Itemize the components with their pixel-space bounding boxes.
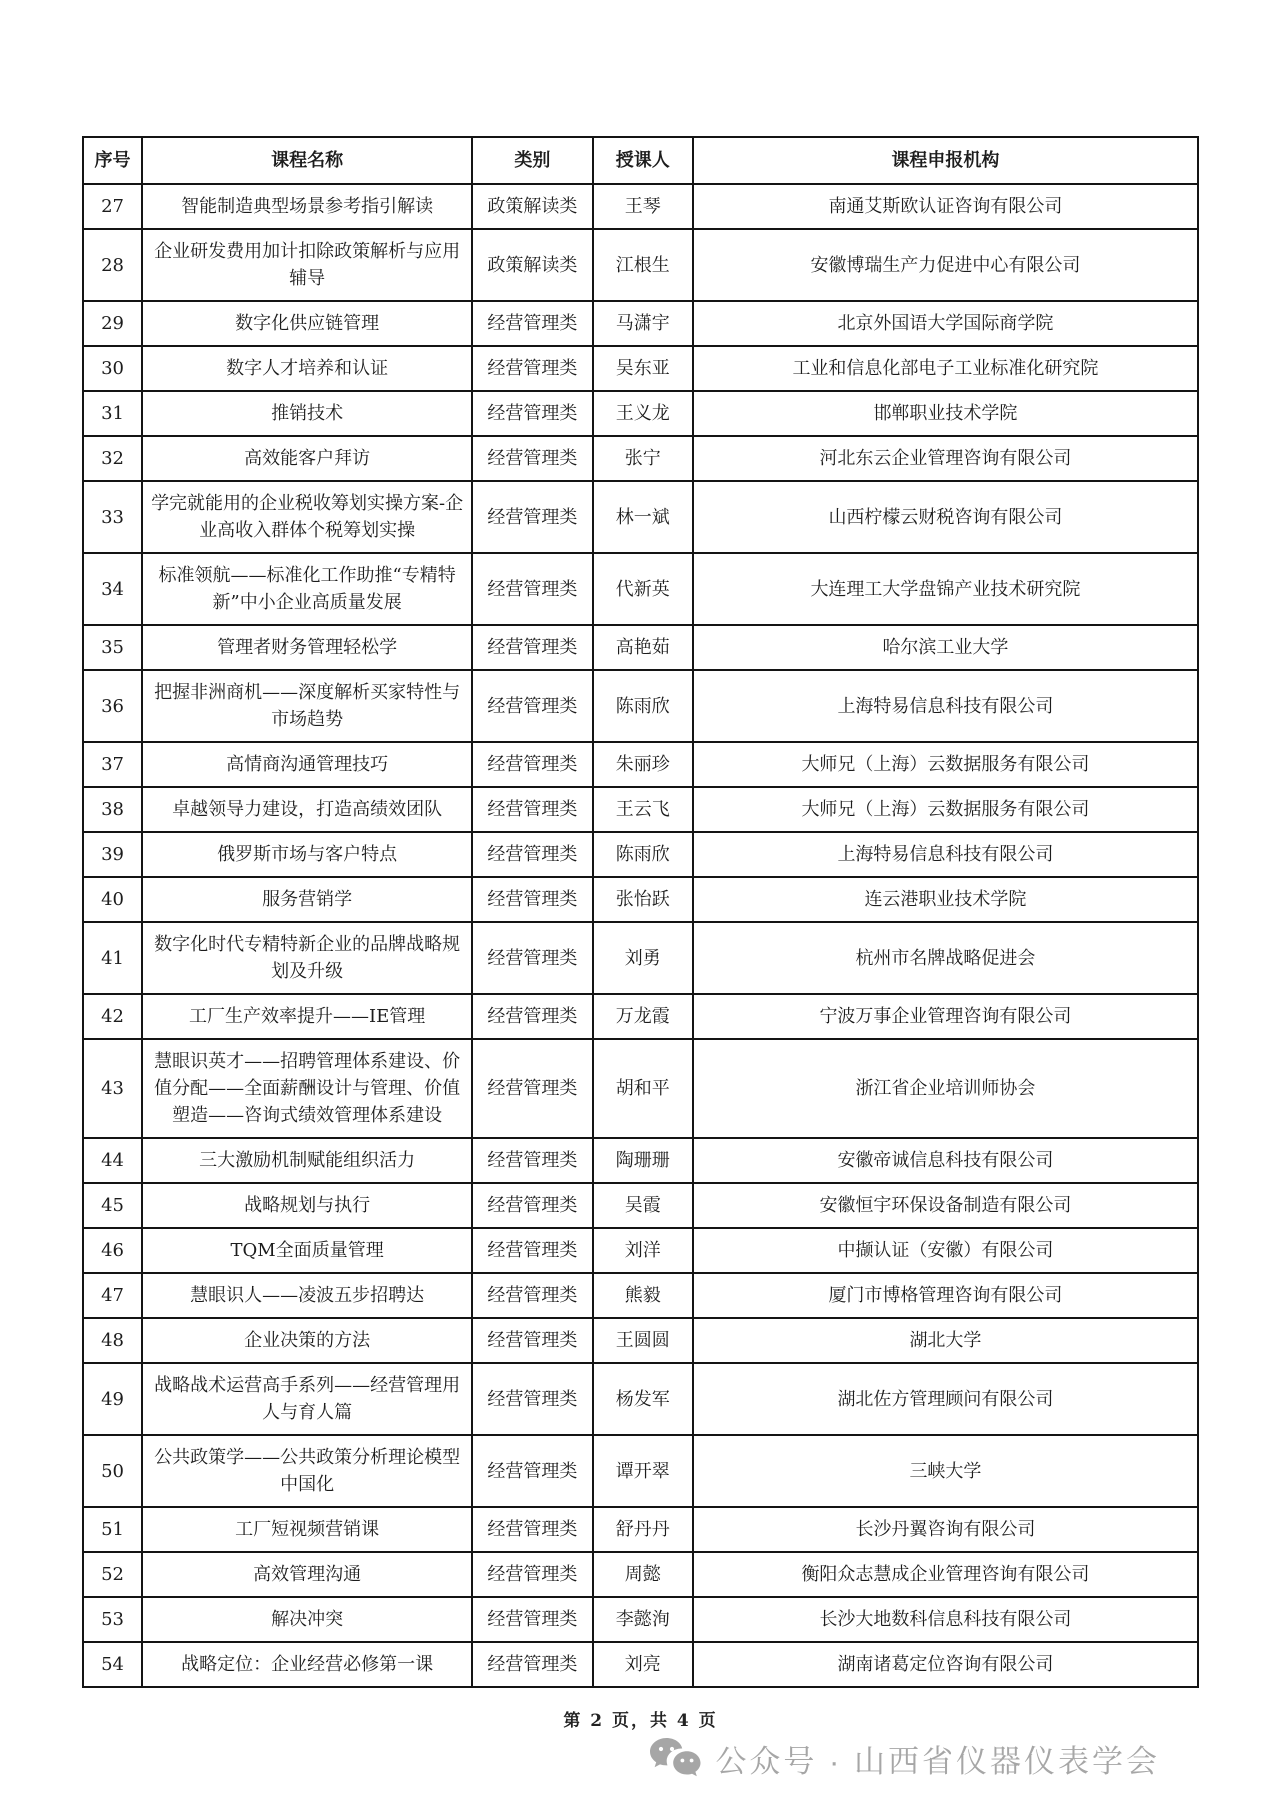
cell-org: 大师兄（上海）云数据服务有限公司 (693, 742, 1198, 787)
cell-org: 大连理工大学盘锦产业技术研究院 (693, 553, 1198, 625)
cell-course: 企业决策的方法 (142, 1318, 472, 1363)
cell-course: 数字化供应链管理 (142, 301, 472, 346)
cell-org: 衡阳众志慧成企业管理咨询有限公司 (693, 1552, 1198, 1597)
cell-no: 29 (83, 301, 142, 346)
table-row (83, 346, 1198, 391)
cell-instructor: 林一斌 (593, 481, 693, 553)
cell-no: 44 (83, 1138, 142, 1183)
cell-category: 经营管理类 (472, 1183, 592, 1228)
cell-instructor: 高艳茹 (593, 625, 693, 670)
cell-category: 经营管理类 (472, 1138, 592, 1183)
cell-course: 企业研发费用加计扣除政策解析与应用辅导 (142, 229, 472, 301)
cell-category: 经营管理类 (472, 1507, 592, 1552)
cell-instructor: 刘勇 (593, 922, 693, 994)
cell-instructor: 万龙霞 (593, 994, 693, 1039)
cell-no: 27 (83, 184, 142, 229)
cell-course: 工厂短视频营销课 (142, 1507, 472, 1552)
cell-instructor: 刘亮 (593, 1642, 693, 1687)
cell-course: 三大激励机制赋能组织活力 (142, 1138, 472, 1183)
table-row (83, 1597, 1198, 1642)
cell-no: 53 (83, 1597, 142, 1642)
header-cell-no: 序号 (83, 137, 142, 184)
table-row (83, 184, 1198, 229)
cell-instructor: 吴东亚 (593, 346, 693, 391)
cell-org: 长沙大地数科信息科技有限公司 (693, 1597, 1198, 1642)
cell-course: 标准领航——标准化工作助推“专精特新”中小企业高质量发展 (142, 553, 472, 625)
cell-org: 三峡大学 (693, 1435, 1198, 1507)
cell-instructor: 王琴 (593, 184, 693, 229)
cell-no: 43 (83, 1039, 142, 1138)
table-row (83, 391, 1198, 436)
cell-org: 河北东云企业管理咨询有限公司 (693, 436, 1198, 481)
cell-org: 安徽帝诚信息科技有限公司 (693, 1138, 1198, 1183)
cell-course: 推销技术 (142, 391, 472, 436)
cell-instructor: 熊毅 (593, 1273, 693, 1318)
cell-category: 经营管理类 (472, 1363, 592, 1435)
cell-instructor: 代新英 (593, 553, 693, 625)
cell-org: 上海特易信息科技有限公司 (693, 670, 1198, 742)
cell-category: 经营管理类 (472, 994, 592, 1039)
table-row (83, 1642, 1198, 1687)
table-row (83, 1039, 1198, 1138)
cell-org: 南通艾斯欧认证咨询有限公司 (693, 184, 1198, 229)
table-row (83, 436, 1198, 481)
table-row (83, 670, 1198, 742)
cell-instructor: 王圆圆 (593, 1318, 693, 1363)
cell-category: 经营管理类 (472, 625, 592, 670)
cell-org: 邯郸职业技术学院 (693, 391, 1198, 436)
cell-no: 47 (83, 1273, 142, 1318)
cell-category: 经营管理类 (472, 1597, 592, 1642)
cell-org: 山西柠檬云财税咨询有限公司 (693, 481, 1198, 553)
cell-no: 52 (83, 1552, 142, 1597)
table-row (83, 625, 1198, 670)
cell-no: 32 (83, 436, 142, 481)
table-row (83, 922, 1198, 994)
cell-org: 工业和信息化部电子工业标准化研究院 (693, 346, 1198, 391)
header-cell-course: 课程名称 (142, 137, 472, 184)
cell-org: 哈尔滨工业大学 (693, 625, 1198, 670)
cell-course: 工厂生产效率提升——IE管理 (142, 994, 472, 1039)
cell-course: 数字化时代专精特新企业的品牌战略规划及升级 (142, 922, 472, 994)
table-row (83, 1273, 1198, 1318)
cell-org: 中撷认证（安徽）有限公司 (693, 1228, 1198, 1273)
cell-no: 42 (83, 994, 142, 1039)
cell-category: 经营管理类 (472, 787, 592, 832)
cell-org: 湖北大学 (693, 1318, 1198, 1363)
cell-instructor: 陈雨欣 (593, 670, 693, 742)
table-row (83, 1183, 1198, 1228)
cell-no: 34 (83, 553, 142, 625)
cell-course: 战略规划与执行 (142, 1183, 472, 1228)
table-row (83, 1228, 1198, 1273)
cell-category: 经营管理类 (472, 436, 592, 481)
cell-course: 公共政策学——公共政策分析理论模型中国化 (142, 1435, 472, 1507)
cell-category: 经营管理类 (472, 1435, 592, 1507)
table-row (83, 1318, 1198, 1363)
cell-org: 安徽博瑞生产力促进中心有限公司 (693, 229, 1198, 301)
cell-no: 45 (83, 1183, 142, 1228)
cell-instructor: 陈雨欣 (593, 832, 693, 877)
cell-category: 经营管理类 (472, 832, 592, 877)
cell-course: 管理者财务管理轻松学 (142, 625, 472, 670)
cell-category: 经营管理类 (472, 391, 592, 436)
cell-course: 战略定位：企业经营必修第一课 (142, 1642, 472, 1687)
wechat-icon (649, 1737, 701, 1781)
cell-category: 经营管理类 (472, 742, 592, 787)
table-row (83, 229, 1198, 301)
cell-org: 杭州市名牌战略促进会 (693, 922, 1198, 994)
cell-no: 49 (83, 1363, 142, 1435)
watermark (649, 1736, 1160, 1781)
cell-org: 长沙丹翼咨询有限公司 (693, 1507, 1198, 1552)
table-row (83, 1435, 1198, 1507)
cell-instructor: 舒丹丹 (593, 1507, 693, 1552)
cell-org: 宁波万事企业管理咨询有限公司 (693, 994, 1198, 1039)
cell-category: 经营管理类 (472, 922, 592, 994)
cell-instructor: 张宁 (593, 436, 693, 481)
cell-category: 经营管理类 (472, 1228, 592, 1273)
cell-course: 战略战术运营高手系列——经营管理用人与育人篇 (142, 1363, 472, 1435)
cell-category: 经营管理类 (472, 1273, 592, 1318)
table-row (83, 994, 1198, 1039)
cell-instructor: 周懿 (593, 1552, 693, 1597)
table-row (83, 1552, 1198, 1597)
cell-no: 50 (83, 1435, 142, 1507)
header-cell-instructor: 授课人 (593, 137, 693, 184)
table-row (83, 742, 1198, 787)
cell-no: 40 (83, 877, 142, 922)
cell-instructor: 陶珊珊 (593, 1138, 693, 1183)
table-row (83, 481, 1198, 553)
cell-course: 数字人才培养和认证 (142, 346, 472, 391)
table-header-row (83, 137, 1198, 184)
cell-course: 把握非洲商机——深度解析买家特性与市场趋势 (142, 670, 472, 742)
cell-org: 湖北佐方管理顾问有限公司 (693, 1363, 1198, 1435)
cell-no: 51 (83, 1507, 142, 1552)
cell-course: 俄罗斯市场与客户特点 (142, 832, 472, 877)
header-cell-category: 类别 (472, 137, 592, 184)
cell-course: 解决冲突 (142, 1597, 472, 1642)
cell-course: 服务营销学 (142, 877, 472, 922)
cell-no: 33 (83, 481, 142, 553)
cell-no: 35 (83, 625, 142, 670)
cell-no: 39 (83, 832, 142, 877)
header-cell-org: 课程申报机构 (693, 137, 1198, 184)
cell-no: 36 (83, 670, 142, 742)
cell-no: 28 (83, 229, 142, 301)
cell-course: 慧眼识人——凌波五步招聘达 (142, 1273, 472, 1318)
cell-instructor: 吴霞 (593, 1183, 693, 1228)
cell-org: 大师兄（上海）云数据服务有限公司 (693, 787, 1198, 832)
cell-no: 38 (83, 787, 142, 832)
cell-category: 经营管理类 (472, 670, 592, 742)
cell-org: 连云港职业技术学院 (693, 877, 1198, 922)
page-number-footer: 第 2 页，共 4 页 (563, 1711, 718, 1731)
cell-no: 37 (83, 742, 142, 787)
cell-category: 经营管理类 (472, 1039, 592, 1138)
cell-no: 46 (83, 1228, 142, 1273)
cell-course: 学完就能用的企业税收筹划实操方案-企业高收入群体个税筹划实操 (142, 481, 472, 553)
table-row (83, 1363, 1198, 1435)
cell-instructor: 刘洋 (593, 1228, 693, 1273)
table-body (83, 184, 1198, 1687)
cell-instructor: 王云飞 (593, 787, 693, 832)
cell-course: 卓越领导力建设，打造高绩效团队 (142, 787, 472, 832)
cell-category: 经营管理类 (472, 346, 592, 391)
cell-no: 31 (83, 391, 142, 436)
cell-course: 高效能客户拜访 (142, 436, 472, 481)
cell-instructor: 谭开翠 (593, 1435, 693, 1507)
cell-category: 政策解读类 (472, 184, 592, 229)
cell-instructor: 江根生 (593, 229, 693, 301)
cell-no: 54 (83, 1642, 142, 1687)
watermark-label: 公众号 · 山西省仪器仪表学会 (715, 1744, 1160, 1779)
table-row (83, 553, 1198, 625)
cell-course: 高情商沟通管理技巧 (142, 742, 472, 787)
course-table (82, 136, 1199, 1688)
cell-category: 经营管理类 (472, 553, 592, 625)
cell-course: 高效管理沟通 (142, 1552, 472, 1597)
table-row (83, 301, 1198, 346)
cell-no: 30 (83, 346, 142, 391)
table-row (83, 877, 1198, 922)
cell-category: 经营管理类 (472, 1318, 592, 1363)
cell-category: 经营管理类 (472, 1552, 592, 1597)
cell-org: 厦门市博格管理咨询有限公司 (693, 1273, 1198, 1318)
cell-org: 浙江省企业培训师协会 (693, 1039, 1198, 1138)
cell-no: 41 (83, 922, 142, 994)
cell-org: 北京外国语大学国际商学院 (693, 301, 1198, 346)
table-row (83, 1507, 1198, 1552)
table-row (83, 832, 1198, 877)
cell-category: 经营管理类 (472, 1642, 592, 1687)
cell-no: 48 (83, 1318, 142, 1363)
cell-course: 智能制造典型场景参考指引解读 (142, 184, 472, 229)
cell-instructor: 胡和平 (593, 1039, 693, 1138)
cell-category: 经营管理类 (472, 481, 592, 553)
cell-course: TQM全面质量管理 (142, 1228, 472, 1273)
cell-instructor: 朱丽珍 (593, 742, 693, 787)
cell-instructor: 马潇宇 (593, 301, 693, 346)
cell-category: 经营管理类 (472, 301, 592, 346)
cell-instructor: 杨发军 (593, 1363, 693, 1435)
cell-instructor: 李懿洵 (593, 1597, 693, 1642)
cell-org: 上海特易信息科技有限公司 (693, 832, 1198, 877)
cell-org: 湖南诸葛定位咨询有限公司 (693, 1642, 1198, 1687)
cell-course: 慧眼识英才——招聘管理体系建设、价值分配——全面薪酬设计与管理、价值塑造——咨询式绩效管理体系建设 (142, 1039, 472, 1138)
cell-instructor: 张怡跃 (593, 877, 693, 922)
cell-category: 经营管理类 (472, 877, 592, 922)
table-row (83, 787, 1198, 832)
table-header (83, 137, 1198, 184)
cell-category: 政策解读类 (472, 229, 592, 301)
cell-instructor: 王义龙 (593, 391, 693, 436)
cell-org: 安徽恒宇环保设备制造有限公司 (693, 1183, 1198, 1228)
table-row (83, 1138, 1198, 1183)
